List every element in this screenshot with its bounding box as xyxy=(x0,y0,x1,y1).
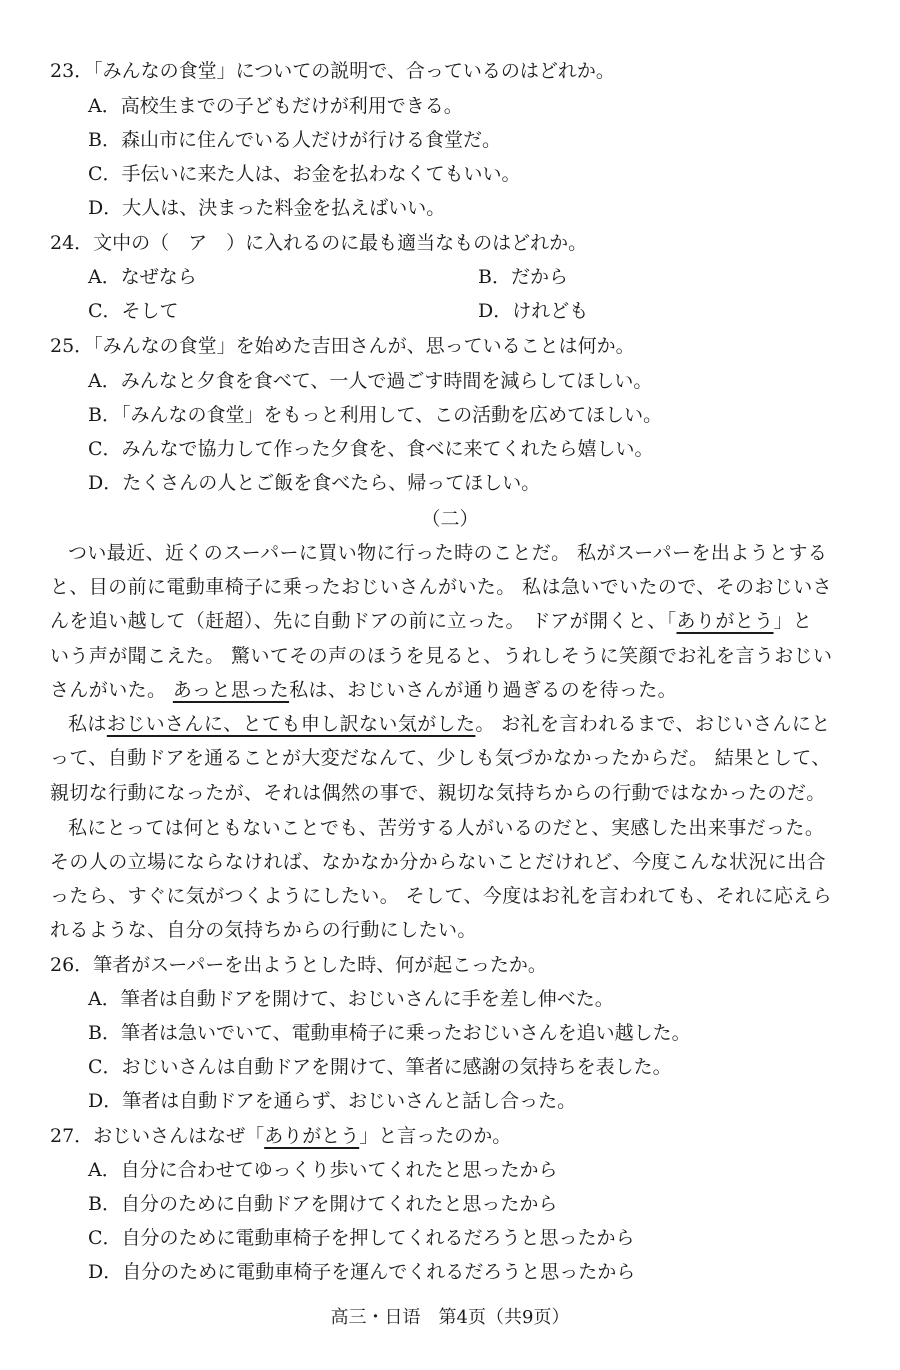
q23-option-b: B．森山市に住んでいる人だけが行ける食堂だ。 xyxy=(88,129,501,151)
q27-option-a: A．自分に合わせてゆっくり歩いてくれたと思ったから xyxy=(88,1159,558,1181)
section-heading: （二） xyxy=(421,508,479,530)
q27-stem: 27．おじいさんはなぜ「ありがとう」と言ったのか。 xyxy=(50,1125,512,1147)
passage-line: いう声が聞こえた。 驚いてその声のほうを見ると、うれしそうに笑顔でお礼を言うおじい xyxy=(50,645,833,667)
q27-option-b: B．自分のために自動ドアを開けてくれたと思ったから xyxy=(88,1193,558,1215)
q25-option-c: C．みんなで協力して作った夕食を、食べに来てくれたら嬉しい。 xyxy=(88,438,654,460)
q26-option-a: A．筆者は自動ドアを開けて、おじいさんに手を差し伸べた。 xyxy=(88,988,614,1010)
passage-line: れるような、自分の気持ちからの行動にしたい。 xyxy=(50,919,477,941)
q23-stem: 23．「みんなの食堂」についての説明で、合っているのはどれか。 xyxy=(50,60,615,82)
q26-option-c: C．おじいさんは自動ドアを開けて、筆者に感謝の気持ちを表した。 xyxy=(88,1056,672,1078)
passage-line: って、自動ドアを通ることが大変だなんて、少しも気づかなかったからだ。 結果として、 xyxy=(50,747,831,769)
passage-line: さんがいた。 あっと思った私は、おじいさんが通り過ぎるのを待った。 xyxy=(50,679,678,701)
q26-stem: 26．筆者がスーパーを出ようとした時、何が起こったか。 xyxy=(50,954,547,976)
passage-line: と、目の前に電動車椅子に乗ったおじいさんがいた。 私は急いでいたので、そのおじいさ xyxy=(50,576,833,598)
q23-option-c: C．手伝いに来た人は、お金を払わなくてもいい。 xyxy=(88,163,521,185)
q25-option-a: A．みんなと夕食を食べて、一人で過ごす時間を減らしてほしい。 xyxy=(88,370,653,392)
page-footer: 高三・日语 第4页（共9页） xyxy=(330,1307,570,1328)
q24-option-a: A．なぜなら xyxy=(88,266,197,288)
passage-line: 親切な行動になったが、それは偶然の事で、親切な気持ちからの行動ではなかったのだ。 xyxy=(50,782,826,804)
q24-option-b: B．だから xyxy=(478,266,568,288)
q27-option-d: D．自分のために電動車椅子を運んでくれるだろうと思ったから xyxy=(88,1261,636,1283)
underlined-phrase-arigatou: ありがとう xyxy=(676,610,774,632)
q24-option-d: D．けれども xyxy=(478,300,589,322)
q26-option-d: D．筆者は自動ドアを通らず、おじいさんと話し合った。 xyxy=(88,1090,577,1112)
underlined-phrase-moushiwake: おじいさんに、とても申し訳ない気がした xyxy=(106,713,476,735)
q24-stem: 24．文中の（ ア ）に入れるのに最も適当なものはどれか。 xyxy=(50,232,588,254)
q23-option-d: D．大人は、決まった料金を払えばいい。 xyxy=(88,197,446,219)
q27-option-c: C．自分のために電動車椅子を押してくれるだろうと思ったから xyxy=(88,1227,635,1249)
passage-line: その人の立場にならなければ、なかなか分からないことだけれど、今度こんな状況に出合 xyxy=(50,851,827,873)
q23-option-a: A．高校生までの子どもだけが利用できる。 xyxy=(88,95,463,117)
underlined-phrase-arigatou: ありがとう xyxy=(264,1125,360,1147)
passage-line: 私はおじいさんに、とても申し訳ない気がした。 お礼を言われるまで、おじいさんにと xyxy=(68,713,831,735)
underlined-phrase-atto-omotta: あっと思った xyxy=(172,679,290,701)
q25-option-d: D．たくさんの人とご飯を食べたら、帰ってほしい。 xyxy=(88,472,541,494)
q26-option-b: B．筆者は急いでいて、電動車椅子に乗ったおじいさんを追い越した。 xyxy=(88,1022,691,1044)
q24-option-c: C．そして xyxy=(88,300,179,322)
q25-stem: 25．「みんなの食堂」を始めた吉田さんが、思っていることは何か。 xyxy=(50,335,635,357)
q25-option-b: B．「みんなの食堂」をもっと利用して、この活動を広めてほしい。 xyxy=(88,404,663,426)
passage-line: ったら、すぐに気がつくようにしたい。 そして、今度はお礼を言われても、それに応えら xyxy=(50,885,833,907)
passage-line: んを追い越して（赶超）、先に自動ドアの前に立った。 ドアが開くと、「ありがとう」と xyxy=(50,610,813,632)
passage-line: 私にとっては何ともないことでも、苦労する人がいるのだと、実感した出来事だった。 xyxy=(68,817,825,839)
passage-line: つい最近、近くのスーパーに買い物に行った時のことだ。 私がスーパーを出ようとする xyxy=(68,542,828,564)
